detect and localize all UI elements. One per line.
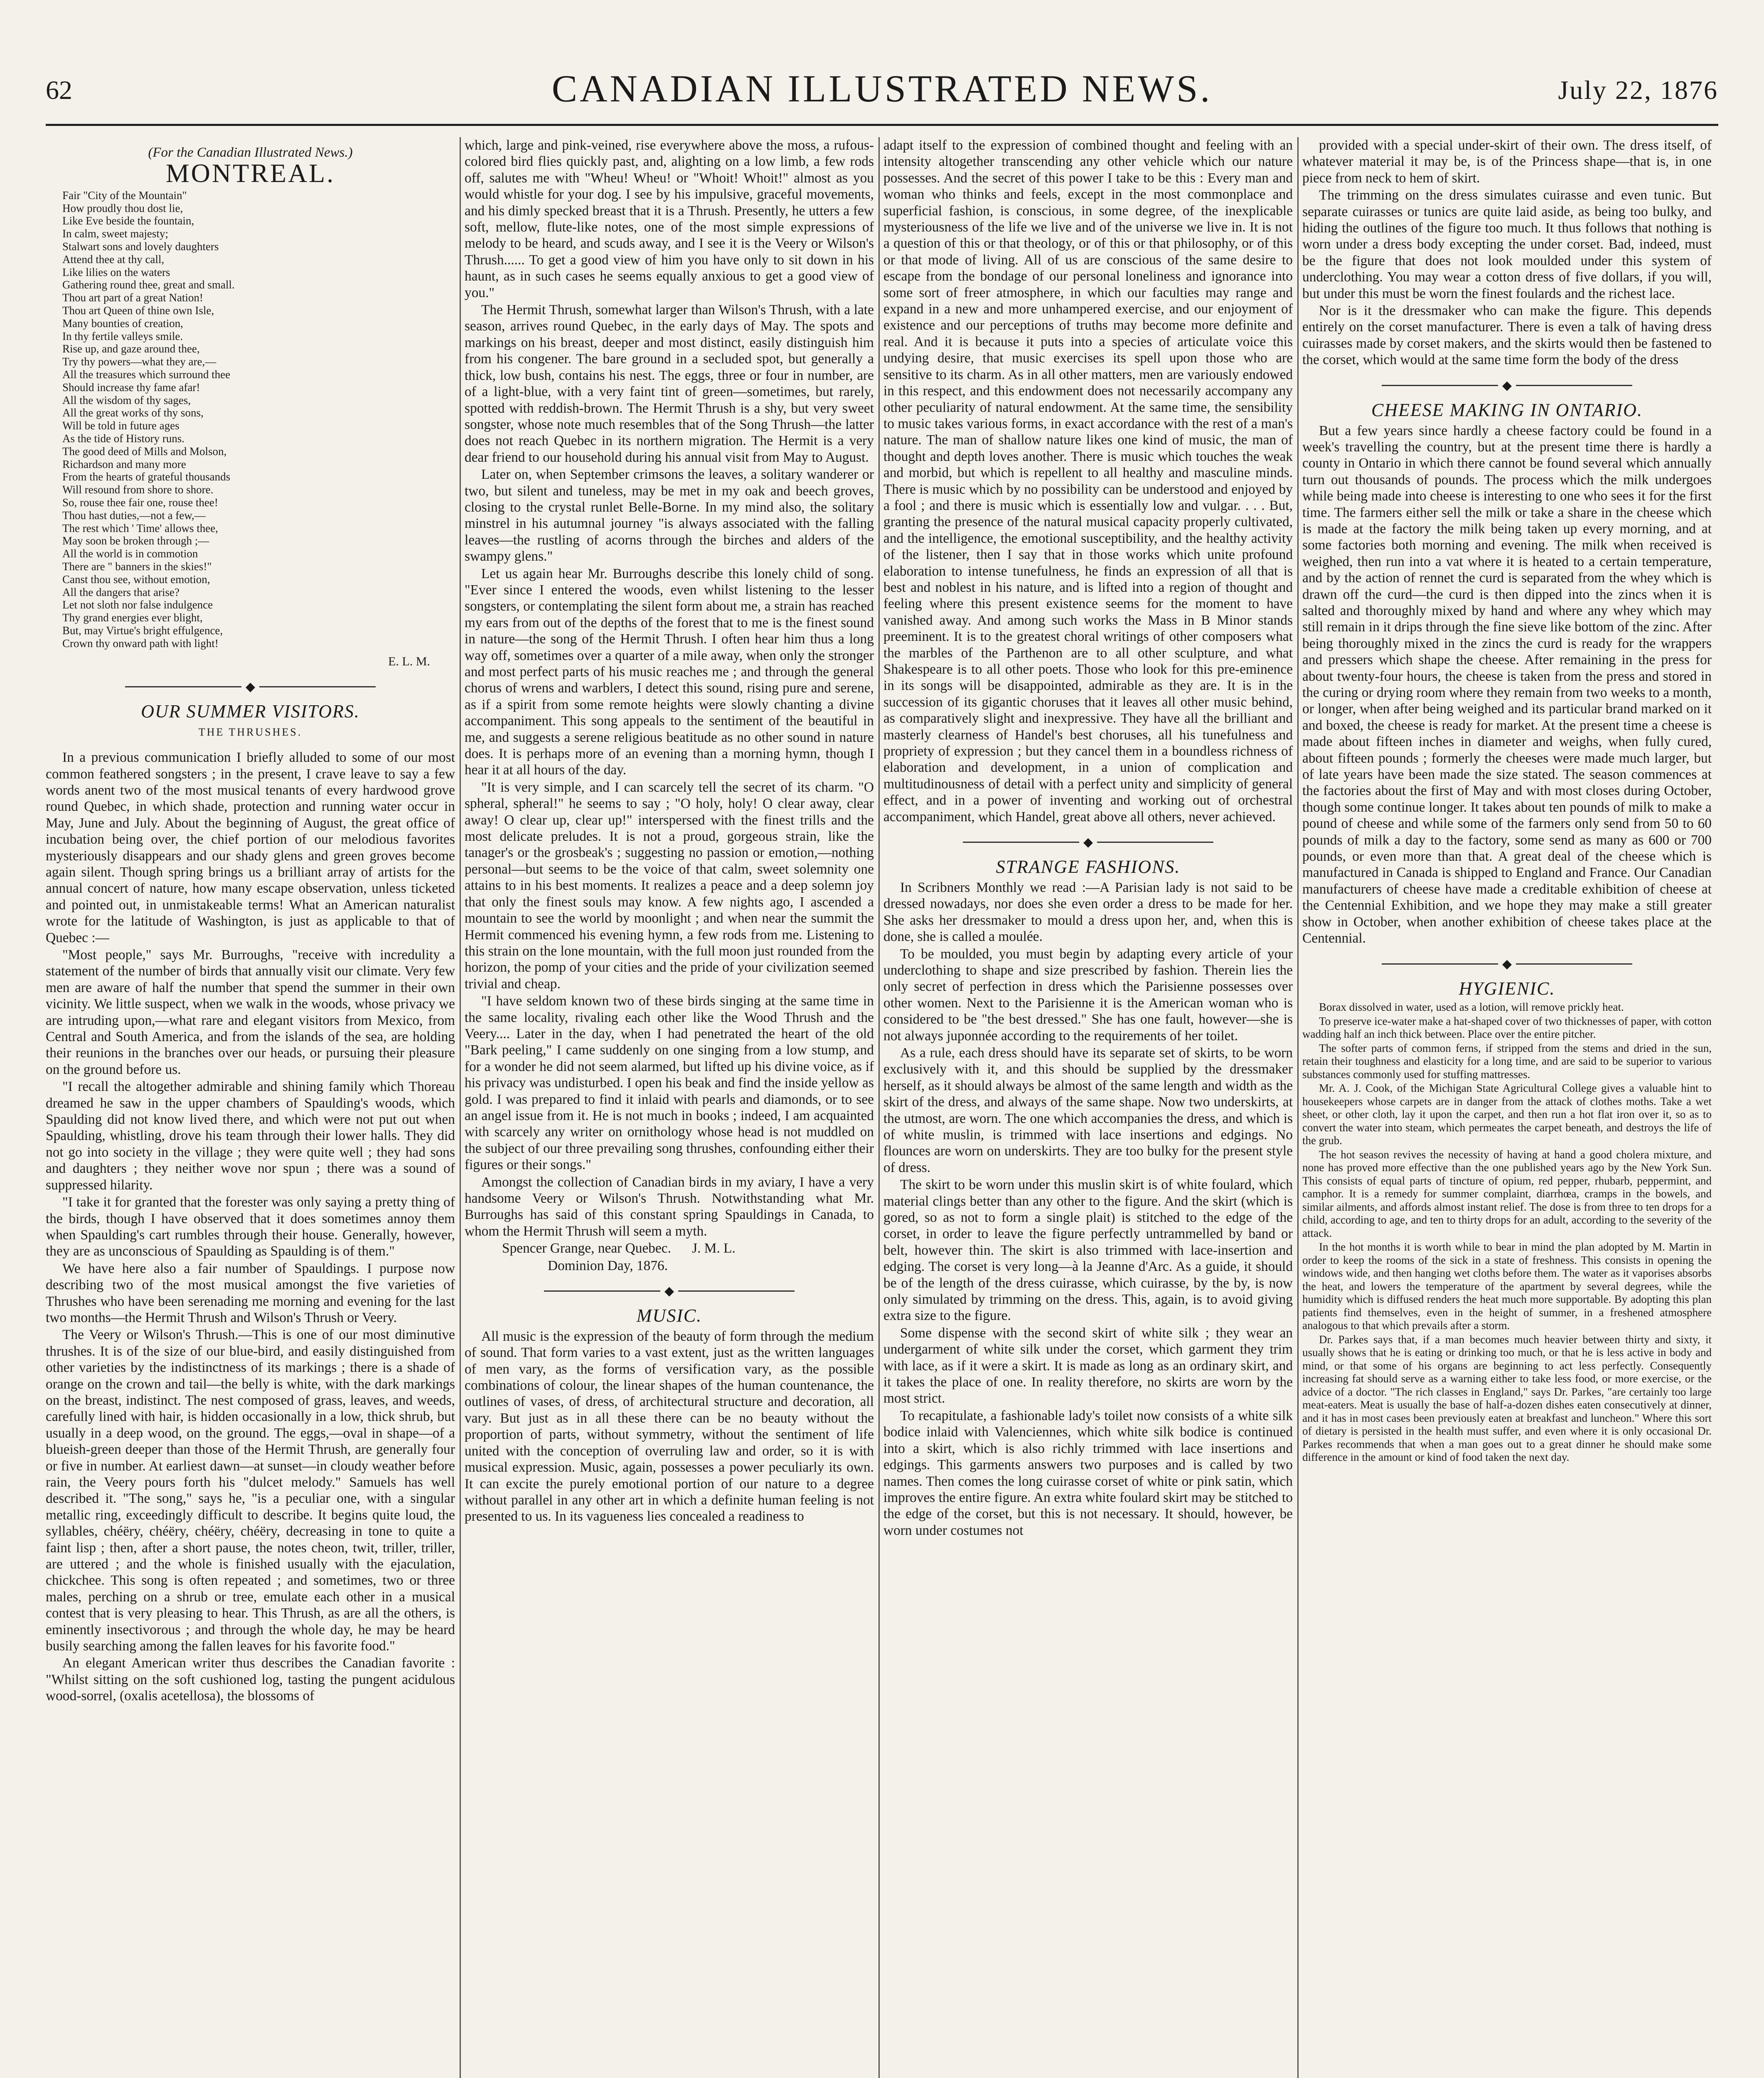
poem-line: Thou art part of a great Nation! (62, 291, 203, 304)
dateline-date: Dominion Day, 1876. (548, 1258, 668, 1273)
paragraph: which, large and pink-veined, rise everywhere above the moss, a rufous-colored bird flies quickly past, and, alighting on a low limb, a few rods off, salutes me with "Wheu! Wheu! or "Whoit! Whoit!" almost as you would whistle for your dog. I see by his impulsive, graceful movements, and his dimly specked breast that it is a Thrush. Presently, he utters a few soft, mellow, flute-like notes, one of the most simple expressions of melody to be heard, and scuds away, and I see it is the Veery or Wilson's Thrush...... To get a good view of him you have only to sit down in his haunt, as in such cases he seems equally anxious to get a good view of you." (465, 138, 874, 300)
issue-date: July 22, 1876 (1558, 75, 1718, 105)
poem-line: There are " banners in the skies!" (62, 560, 212, 573)
paragraph: The trimming on the dress simulates cuirasse and even tunic. But separate cuirasses or tunics are quite laid aside, as being too bulky, and hiding the outlines of the figure too much. It thus follows that nothing is worn under a dress body excepting the under corset. Bad, indeed, must be the figure that does not look moulded under this system of underclothing. You may wear a cotton dress of five dollars, if you will, but under this must be worn the finest foulards and the richest lace. (1302, 187, 1712, 301)
paragraph: The Veery or Wilson's Thrush.—This is one of our most diminutive thrushes. It is of the size of our blue-bird, and easily distinguished from other varieties by the indistinctness of its markings ; there is a shade of orange on the crown and tail—the belly is white, with the dark markings on the breast, indistinct. The nest composed of grass, leaves, and weeds, carefully lined with hair, is hidden occasionally in a low, thick shrub, but usually in a deep wood, on the ground. The eggs,—oval in shape—of a blueish-green deeper than those of the Hermit Thrush, are generally four or five in number. At earliest dawn—at sunset—in cloudy weather before rain, the Veery pours forth his "dulcet melody." Samuels has well described it. "The song," says he, "is a peculiar one, with a singular metallic ring, exceedingly difficult to describe. It begins quite loud, the syllables, chéëry, chéëry, chéëry, chéëry, decreasing in tone to quite a faint lisp ; then, after a short pause, the notes cheon, twit, triller, triller, are uttered ; and the whole is finished usually with the ejaculation, chickchee. This song is often repeated ; and sometimes, two or three males, perching on a shrub or tree, emulate each other in a musical contest that is very pleasing to hear. This Thrush, as are all the others, is eminently insectivorous ; and through the whole day, he may be heard busily searching among the fallen leaves for his favorite food." (46, 1327, 455, 1654)
poem-title: MONTREAL. (165, 158, 335, 188)
paragraph: In a previous communication I briefly alluded to some of our most common feathered songsters ; in the present, I crave leave to say a few words anent two of the most musical tenants of every hardwood grove round Quebec, in which shade, protection and running water occur in May, June and July. About the beginning of August, the great office of incubation being over, the chief portion of our melodious favorites mysteriously disappears and our shady glens and green groves become again silent. Though spring brings us a brilliant array of artists for the annual concert of nature, how many escape observation, unless ticketed and pointed out, in unmistakeable terms! What an American naturalist wrote for the latitude of Washington, is just as applicable to that of Quebec :— (46, 750, 455, 945)
fashions-body (883, 879, 1293, 1539)
column-rule (878, 137, 880, 2078)
page-number: 62 (46, 75, 72, 105)
section-separator: ◆ (883, 834, 1293, 850)
paragraph: "I take it for granted that the forester was only saying a pretty thing of the birds, though I have observed that it does sometimes annoy them when Spaulding's cart rumbles through their house. Generally, however, they are as unconscious of Spaulding as Spaulding is of them." (46, 1194, 455, 1259)
paragraph: Borax dissolved in water, used as a lotion, will remove prickly heat. (1319, 1001, 1624, 1014)
poem-line: As the tide of History runs. (62, 432, 185, 445)
paragraph: Some dispense with the second skirt of white silk ; they wear an undergarment of white silk under the corset, which garment they trim with lace, as if it were a skirt. It is made as long as an ordinary skirt, and it takes the place of one. In reality therefore, no skirts are worn by the most strict. (883, 1325, 1293, 1406)
poem-line: Will resound from shore to shore. (62, 483, 214, 496)
poem-line: In thy fertile valleys smile. (62, 330, 183, 342)
article-body (465, 137, 874, 1239)
music-body-continued (883, 137, 1293, 825)
paragraph: The hot season revives the necessity of having at hand a good cholera mixture, and none has proved more effective than the one published years ago by the New York Sun. This consists of equal parts of tincture of opium, red pepper, rhubarb, peppermint, and camphor. It is a remedy for summer complaint, diarrhœa, cramps in the bowels, and similar ailments, and affords almost instant relief. The dose is from three to ten drops for a child, according to age, and ten to thirty drops for an adult, according to the severity of the attack. (1302, 1148, 1712, 1239)
paragraph: To recapitulate, a fashionable lady's toilet now consists of a white silk bodice inlaid with Valenciennes, which white silk bodice is continued into a skirt, which is also richly trimmed with lace insertions and edgings. This garments answers two purposes and is called by two names. Then comes the long cuirasse corset of white or pink satin, which improves the entire figure. An extra white foulard skirt may be stitched to the edge of the corset, but this is not necessary. It should, however, be worn under costumes not (883, 1408, 1293, 1538)
poem-line: Thou art Queen of thine own Isle, (62, 304, 214, 317)
paragraph: Mr. A. J. Cook, of the Michigan State Agricultural College gives a valuable hint to housekeepers whose carpets are in danger from the attack of clothes moths. Take a wet sheet, or other cloth, lay it upon the carpet, and then run a hot flat iron over it, so as to convert the water into steam, which permeates the carpet beneath, and destroys the life of the grub. (1302, 1082, 1712, 1147)
poem-line: Should increase thy fame afar! (62, 381, 200, 394)
poem-line: Rise up, and gaze around thee, (62, 342, 200, 355)
poem-signature: E. L. M. (388, 654, 430, 668)
paragraph: adapt itself to the expression of combined thought and feeling with an intensity altogether transcending any other vehicle which our nature possesses. And the secret of this power I take to be this : Every man and woman who thinks and feels, except in the most commonplace and superficial fashion, is conscious, in some degree, of the inexplicable mysteriousness of the life we live and of the universe we live in. It is not a question of this or that theology, or of this or that philosophy, or of this or that mode of living. All of us are conscious of the same desire to escape from the bondage of our personal loneliness and ignorance into some sort of freer atmosphere, in which our faculties may range and expand in a new and more unhampered exercise, and our enjoyment of existence and our perceptions of truths may become more definite and real. And it is because it puts into a species of articulate voice this undying desire, that music exercises its spell upon those who are sensitive to its charm. As in all other matters, men are variously endowed in this respect, and this endowment does not necessarily accompany any other peculiarity of natural endowment. At the same time, the sensibility to music takes various forms, in exact accordance with the rest of a man's nature. The man of shallow nature likes one kind of music, the man of thought and depth loves another. There is music which touches the weak and morbid, but which is repellent to all healthy and masculine minds. There is music which by no possibility can be understood and enjoyed by a fool ; and there is music which is essentially low and vulgar. . . . But, granting the presence of the natural musical capacity properly cultivated, and the intelligence, the emotional susceptibility, and the healthy activity of the listener, then I say that in those works which unite profound elaboration to intense tunefulness, he finds an expression of all that is best and noblest in his nature, and is lifted into a region of thought and feeling where this present existence seems for the moment to have vanished away. And among such works the Mass in B Minor stands preeminent. It is to the greatest choral writings of other composers what the marbles of the Parthenon are to all other sculpture, and what Shakespeare is to all other poets. Those who look for this pre-eminence in its songs will be disappointed, admirable as they are. It is in the succession of its gigantic choruses that it leaves all other music behind, as comparatively slight and inexpressive. They have all the brilliant and masterly clearness of Handel's best choruses, all his tunefulness and propriety of expression ; but they cancel them in a boundless richness of elaboration and development, in a union of complication and multitudinousness of detail with a perfect unity and simplicity of general effect, and in a power of inventing and working out of orchestral accompaniment, which Handel, great above all others, never achieved. (883, 138, 1293, 825)
fashions-body-continued (1302, 137, 1712, 368)
paragraph: "I recall the altogether admirable and shining family which Thoreau dreamed he saw in the upper chambers of Spaulding's woods, which Spaulding did not know lived there, and which were not put out when Spaulding, whistling, drove his team through their lower halls. They did not go into society in the village ; they were quite well ; they had sons and daughters ; they neither wove nor spun ; there was a sound of suppressed hilarity. (46, 1079, 455, 1193)
poem-line: But, may Virtue's bright effulgence, (62, 624, 223, 637)
poem-line: Like Eve beside the fountain, (62, 214, 194, 227)
columns (46, 137, 1718, 2078)
poem-line: Thou hast duties,—not a few,— (62, 509, 206, 522)
paragraph: All music is the expression of the beauty of form through the medium of sound. That form varies to a vast extent, just as the written languages of men vary, as the forms of versification vary, as the possible combinations of colour, the linear shapes of the human countenance, the outlines of vases, of dress, of architectural structure and decoration, all vary. But just as in all these there can be no beauty without the proportion of parts, without symmetry, without the sentiment of life united with the conception of overruling law and order, so it is with musical expression. Music, again, possesses a power peculiarly its own. It can excite the purely emotional portion of our nature to a degree without parallel in any other art in which a definite human feeling is not presented to us. In its vagueness lies concealed a readiness to (465, 1328, 874, 1524)
paragraph: Amongst the collection of Canadian birds in my aviary, I have a very handsome Veery or Wilson's Thrush. Notwithstanding what Mr. Burroughs has said of this constant spring Spauldings in Canada, to whom the Hermit Thrush will seem a myth. (465, 1174, 874, 1239)
paragraph: "I have seldom known two of these birds singing at the same time in the same locality, rivaling each other like the Wood Thrush and the Veery.... Later in the day, when I had penetrated the heart of the old "Bark peeling," I came suddenly on one singing from a low stump, and for a wonder he did not seem alarmed, but lifted up his divine voice, as if his privacy was undisturbed. I open his beak and find the inside yellow as gold. I was prepared to find it inlaid with pearls and diamonds, or to see an angel issue from it. He is not much in books ; indeed, I am acquainted with scarcely any writer on ornithology whose head is not muddled on the subject of our three prevailing song thrushes, confounding either their figures or their songs." (465, 993, 874, 1173)
paragraph: provided with a special under-skirt of their own. The dress itself, of whatever material it may be, is of the Princess shape—that is, in one piece from neck to hem of skirt. (1302, 138, 1712, 186)
paragraph: But a few years since hardly a cheese factory could be found in a week's travelling the country, but at the present time there is hardly a county in Ontario in which there cannot be found several which annually turn out thousands of pounds. The process which the milk undergoes while being made into cheese is interesting to one who sees it for the first time. The farmers either sell the milk or take a share in the cheese which is made at the factory the milk being taken up every morning, and at some factories both morning and evening. The milk when received is weighed, then run into a vat where it is heated to a certain temperature, and by the action of rennet the curd is separated from the whey which is drawn off the curd—the curd is then dipped into the zincs when it is salted and thoroughly mixed by hand and where any whey which may still remain in it drips through the fine sieve like bottom of the zinc. After being thoroughly mixed in the zincs the curd is ready for the wrappers and pressers which shape the cheese. After remaining in the press for about twenty-four hours, the cheese is taken from the press and stored in the curing or drying room where they remain from two weeks to a month, or longer, when after being weighed and its particular brand marked on it and boxed, the cheese is ready for market. At the present time a cheese is made about fifteen inches in diameter and weighs, when fully cured, about fifteen pounds ; formerly the cheeses were made much larger, but of late years have been made the size stated. The season commences at the factories about the first of May and with most closes during October, though some continue longer. It takes about ten pounds of milk to make a pound of cheese and while some of the farmers only send from 50 to 60 pounds of milk a day to the factory, some send as many as 600 or 700 pounds, or even more than that. A great deal of the cheese which is manufactured in Canada is shipped to England and France. Our Canadian manufacturers of cheese have made a creditable exhibition of cheese at the Centennial Exhibition, and we hope they may make a still greater show in October, when another exhibition of cheese takes place at the Centennial. (1302, 423, 1712, 946)
section-separator: ◆ (1302, 377, 1712, 394)
newspaper-title: CANADIAN ILLUSTRATED NEWS. (551, 67, 1213, 110)
poem-line: May soon be broken through ;— (62, 534, 209, 547)
masthead (46, 66, 1718, 125)
poem-line: All the world is in commotion (62, 547, 198, 560)
music-heading: MUSIC. (636, 1305, 702, 1326)
section-separator: ◆ (465, 1283, 874, 1299)
paragraph: We have here also a fair number of Spauldings. I purpose now describing two of the most musical amongst the five varieties of Thrushes who have been serenading me morning and evening for the last two months—the Hermit Thrush and Wilson's Thrush or Veery. (46, 1261, 455, 1325)
article-heading: OUR SUMMER VISITORS. (141, 701, 360, 722)
poem-line: The good deed of Mills and Molson, (62, 445, 227, 458)
paragraph: Dr. Parkes says that, if a man becomes much heavier between thirty and sixty, it usually shows that he is eating or drinking too much, or that he is less active in body and mind, or that some of his organs are beginning to act less perfectly. Consequently increasing fat should serve as a warning either to take less food, or more exercise, or the advice of a doctor. "The rich classes in England," says Dr. Parkes, "are certainly too large meat-eaters. Meat is usually the base of half-a-dozen dishes eaten consecutively at dinner, and it has in most cases been previously eaten at breakfast and luncheon." Where this sort of dietary is persisted in the health must suffer, and even where it is only occasional Dr. Parkes recommends that when a man goes out to a great dinner he should make some difference in the amount or kind of food taken the next day. (1302, 1333, 1712, 1464)
masthead-rule (46, 124, 1718, 126)
poem-line: From the hearts of grateful thousands (62, 470, 231, 483)
poem-line: In calm, sweet majesty; (62, 227, 168, 240)
poem-line: All the dangers that arise? (62, 586, 180, 598)
dateline-signature: J. M. L. (692, 1241, 736, 1256)
poem-line: The rest which ' Time' allows thee, (62, 522, 218, 534)
poem-line: How proudly thou dost lie, (62, 202, 183, 214)
paragraph: Let us again hear Mr. Burroughs describe this lonely child of song. "Ever since I entered the woods, even whilst listening to the lesser songsters, or contemplating the silent form about me, a strain has reached my ears from out of the depths of the forest that to me is the finest sound in nature—the song of the Hermit Thrush. I often hear him thus a long way off, sometimes over a quarter of a mile away, when only the stronger and most perfect parts of his music reaches me ; and through the general chorus of wrens and warblers, I detect this sound, rising pure and serene, as if a spirit from some remote heights were slowly chanting a divine accompaniment. This song appeals to the sentiment of the beautiful in me, and suggests a serene religious beatitude as no other sound in nature does. It is perhaps more of an evening than a morning hymn, though I hear it at all hours of the day. (465, 566, 874, 778)
music-body (465, 1328, 874, 1525)
poem-line: Canst thou see, without emotion, (62, 573, 210, 586)
paragraph: "Most people," says Mr. Burroughs, "receive with incredulity a statement of the number of birds that annually visit our climate. Very few men are aware of half the number that spend the summer in their own vicinity. We little suspect, when we walk in the woods, whose privacy we are intruding upon,—what rare and elegant visitors from Mexico, from Central and South America, and from the islands of the sea, are holding their reunions in the branches over our heads, or pursuing their pleasure on the ground before us. (46, 947, 455, 1077)
poem-line: Like lilies on the waters (62, 266, 170, 278)
cheese-heading: CHEESE MAKING IN ONTARIO. (1371, 400, 1643, 421)
paragraph: In the hot months it is worth while to bear in mind the plan adopted by M. Martin in order to keep the rooms of the sick in a state of freshness. This consists in opening the windows wide, and then hanging wet cloths before them. The water as it vaporises absorbs the heat, and lowers the temperature of the apartment by several degrees, while the humidity which is diffused renders the heat much more supportable. By adopting this plan patients find themselves, even in the height of summer, in a freshened atmosphere analogous to that which prevails after a storm. (1302, 1241, 1712, 1332)
poem-line: Gathering round thee, great and small. (62, 278, 235, 291)
fashions-heading: STRANGE FASHIONS. (996, 857, 1181, 877)
poem-line: So, rouse thee fair one, rouse thee! (62, 496, 218, 509)
poem-line: All the great works of thy sons, (62, 406, 204, 419)
paragraph: Later on, when September crimsons the leaves, a solitary wanderer or two, but silent and tuneless, may be met in my oak and beech groves, closing to the crystal runlet Belle-Borne. In my mind also, the solitary minstrel in his autumnal journey "is always associated with the falling leaves—the rustling of acorns through the birches and alders of the swampy glens." (465, 467, 874, 564)
dateline-place: Spencer Grange, near Quebec. J. M. L. (502, 1241, 736, 1256)
paragraph: "It is very simple, and I can scarcely tell the secret of its charm. "O spheral, spheral!" he seems to say ; "O holy, holy! O clear away, clear away! O clear up, clear up!" interspersed with the finest trills and the most delicate preludes. It is not a proud, gorgeous strain, like the tanager's or the grosbeak's ; suggesting no passion or emotion,—nothing personal—but seems to be the voice of that calm, sweet solemnity one attains to in his best moments. It realizes a peace and a deep solemn joy that only the finest souls may know. A few nights ago, I ascended a mountain to see the world by moonlight ; and when near the summit the Hermit commenced his evening hymn, a few rods from me. Listening to this strain on the lone mountain, with the full moon just rounded from the horizon, the pomp of your cities and the pride of your civilization seemed trivial and cheap. (465, 779, 874, 992)
poem-line: Many bounties of creation, (62, 317, 183, 330)
paragraph: In Scribners Monthly we read :—A Parisian lady is not said to be dressed nowadays, nor does she even order a dress to be made for her. She asks her dressmaker to mould a dress upon her, and, when this is done, she is called a moulée. (883, 879, 1293, 945)
poem-line: Let not sloth nor false indulgence (62, 598, 213, 611)
poem-line: Fair "City of the Mountain" (62, 189, 187, 202)
poem-line: Thy grand energies ever blight, (62, 611, 203, 624)
cheese-body (1302, 423, 1712, 947)
poem-line: Crown thy onward path with light! (62, 637, 219, 650)
column-3 (883, 137, 1293, 2078)
paragraph: As a rule, each dress should have its separate set of skirts, to be worn exclusively with it, and this should be supplied by the dressmaker herself, as it should always be almost of the same length and width as the skirt of the dress, and always of the same shape. Now two underskirts, at the utmost, are worn. The one which accompanies the dress, and which is of white muslin, is trimmed with lace insertions and edgings. No flounces are worn on underskirts. They are too bulky for the present style of dress. (883, 1045, 1293, 1175)
poem-montreal (46, 189, 455, 650)
section-separator: ◆ (1302, 956, 1712, 972)
column-rule (1297, 137, 1299, 2078)
paragraph: The skirt to be worn under this muslin skirt is of white foulard, which material clings better than any other to the figure. And the skirt (which is gored, so as not to form a single plait) is stitched to the edge of the corset, in order to leave the figure perfectly untrammelled by band or belt, however thin. The skirt is also trimmed with lace-insertion and edging. The corset is very long—à la Jeanne d'Arc. As a guide, it should be of the length of the dress cuirasse, which cuirasse, by the by, is now only simulated by trimming on the dress. This, again, is to avoid giving extra size to the figure. (883, 1177, 1293, 1324)
paragraph: To preserve ice-water make a hat-shaped cover of two thicknesses of paper, with cotton wadding half an inch thick between. Place over the entire pitcher. (1302, 1014, 1712, 1041)
poem-line: Attend thee at thy call, (62, 253, 165, 266)
column-2 (465, 137, 874, 2078)
hygienic-body (1302, 1001, 1712, 1464)
poem-line: Stalwart sons and lovely daughters (62, 240, 219, 253)
poem-line: All the wisdom of thy sages, (62, 394, 191, 406)
hygienic-heading: HYGIENIC. (1459, 978, 1555, 999)
article-subheading: THE THRUSHES. (198, 726, 303, 738)
poem-line: Try thy powers—what they are,— (62, 355, 217, 368)
poem-line: Will be told in future ages (62, 419, 180, 432)
paragraph: To be moulded, you must begin by adapting every article of your underclothing to shape and size prescribed by fashion. Therein lies the only secret of perfection in dress which the Parisienne possesses over other women. Next to the Parisienne it is the American woman who is considered to be "the best dressed." She has one fault, however—she is not always juponnée according to the requirements of her toilet. (883, 946, 1293, 1044)
poem-credit: (For the Canadian Illustrated News.) (148, 145, 353, 160)
article-body (46, 749, 455, 1704)
paragraph: The softer parts of common ferns, if stripped from the stems and dried in the sun, retain their toughness and elasticity for a long time, and are said to be superior to various substances commonly used for stuffing mattresses. (1302, 1041, 1712, 1081)
column-4 (1302, 137, 1712, 2078)
paragraph: The Hermit Thrush, somewhat larger than Wilson's Thrush, with a late season, arrives round Quebec, in the early days of May. The spots and markings on his breast, deeper and most distinct, easily distinguish him from his congener. The bare ground in a secluded spot, but generally a thick, low bush, contains his nest. The eggs, three or four in number, are of a light-blue, with a very faint tint of green—sometimes, but rarely, spotted with reddish-brown. The Hermit Thrush is a shy, but very sweet songster, whose note much resembles that of the Song Thrush—the latter does not reach Quebec in its northern migration. The Hermit is a very dear friend to our household during his annual visit from May to August. (465, 302, 874, 465)
column-rule (460, 137, 461, 2078)
section-separator: ◆ (46, 679, 455, 695)
poem-line: Richardson and many more (62, 458, 186, 470)
paragraph: Nor is it the dressmaker who can make the figure. This depends entirely on the corset manufacturer. There is even a talk of having dress cuirasses made by corset makers, and the skirts would then be fastened to the corset, which would at the same time form the body of the dress (1302, 303, 1712, 368)
poem-line: All the treasures which surround thee (62, 368, 231, 381)
column-1 (46, 137, 455, 2078)
paragraph: An elegant American writer thus describes the Canadian favorite : "Whilst sitting on the soft cushioned log, tasting the pungent acidulous wood-sorrel, (oxalis acetellosa), the blossoms of (46, 1655, 455, 1704)
